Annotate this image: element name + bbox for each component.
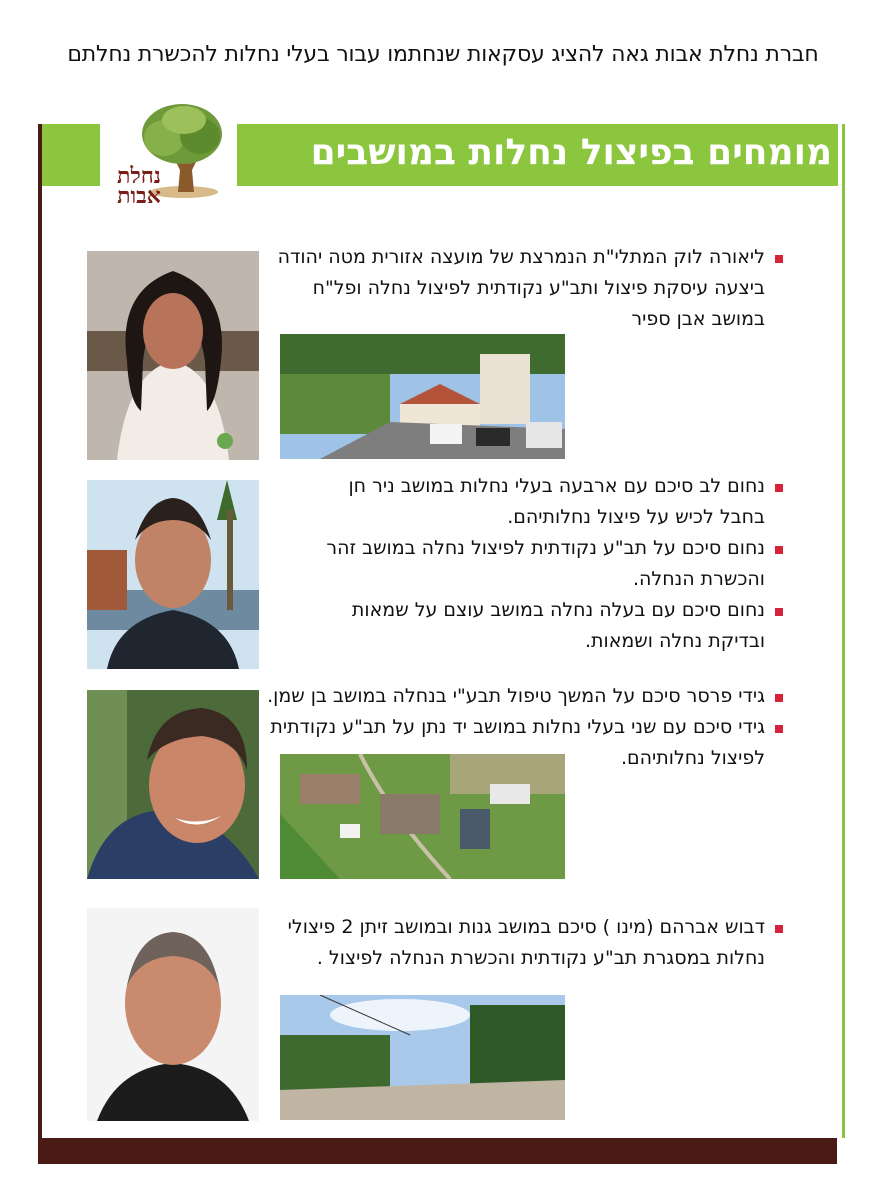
bullet-line: בחבל לכיש על פיצול נחלותיהם.: [507, 506, 765, 528]
village-street-image: [280, 334, 565, 459]
bullet-item: [223, 712, 783, 774]
bullet-line: נחלות במסגרת תב"ע נקודתית והכשרת הנחלה לפיצול .: [316, 947, 765, 969]
portrait-photo-1: [87, 251, 259, 460]
banner-left-stub: [42, 124, 100, 186]
bullet-item: [263, 242, 783, 335]
bullet-item: [263, 912, 783, 974]
landscape-photo-2: [280, 995, 565, 1120]
bullet-line: דבוש אברהם (מינו ) סיכם במושב גנות ובמושב זיתן 2 פיצולי: [287, 916, 765, 938]
older-man-portrait-image: [87, 908, 259, 1121]
woman-portrait-image: [87, 251, 259, 460]
bullet-line: ובדיקת נחלה ושמאות.: [584, 630, 765, 652]
portrait-photo-2: [87, 480, 259, 669]
bullet-line: נחום סיכם על תב"ע נקודתית לפיצול נחלה במושב זהר: [326, 537, 765, 559]
section-4-text: [263, 912, 783, 974]
rural-road-image: [280, 995, 565, 1120]
bullet-line: ליאורה לוק המתלי"ת הנמרצת של מועצה אזורית מטה יהודה: [277, 246, 765, 268]
landscape-photo-1: [280, 334, 565, 459]
bullet-item: [263, 533, 783, 595]
logo-text-line-1: נחלת: [117, 163, 161, 189]
logo: [104, 100, 230, 209]
bullet-line: גידי סיכם עם שני בעלי נחלות במושב יד נתן על תב"ע נקודתית: [270, 716, 765, 738]
section-2-text: [263, 471, 783, 657]
page-header-text: חברת נחלת אבות גאה להציג עסקאות שנחתמו עבור בעלי נחלות להכשרת נחלתם: [67, 42, 819, 67]
footer-bar: [38, 1138, 837, 1164]
section-1-text: [263, 242, 783, 335]
bullet-line: גידי פרסר סיכם על המשך טיפול תבע"י בנחלה במושב בן שמן.: [267, 685, 765, 707]
man-portrait-image: [87, 480, 259, 669]
banner-title: מומחים בפיצול נחלות במושבים: [310, 132, 832, 173]
bullet-line: והכשרת הנחלה.: [632, 568, 765, 590]
bullet-item: [263, 471, 783, 533]
section-3-text: [223, 681, 783, 774]
bullet-line: במושב אבן ספיר: [631, 308, 765, 330]
bullet-line: לפיצול נחלותיהם.: [621, 747, 765, 769]
logo-text: [104, 163, 174, 209]
portrait-photo-4: [87, 908, 259, 1121]
logo-text-line-2: אבות: [117, 183, 161, 209]
bullet-line: נחום לב סיכם עם ארבעה בעלי נחלות במושב ניר חן: [348, 475, 765, 497]
bullet-item: [263, 595, 783, 657]
bullet-line: ביצעה עיסקת פיצול ותב"ע נקודתית לפיצול נחלה ופל"ח: [312, 277, 765, 299]
bullet-line: נחום סיכם עם בעלה נחלה במושב עוצם על שמאות: [351, 599, 765, 621]
bullet-item: [223, 681, 783, 712]
